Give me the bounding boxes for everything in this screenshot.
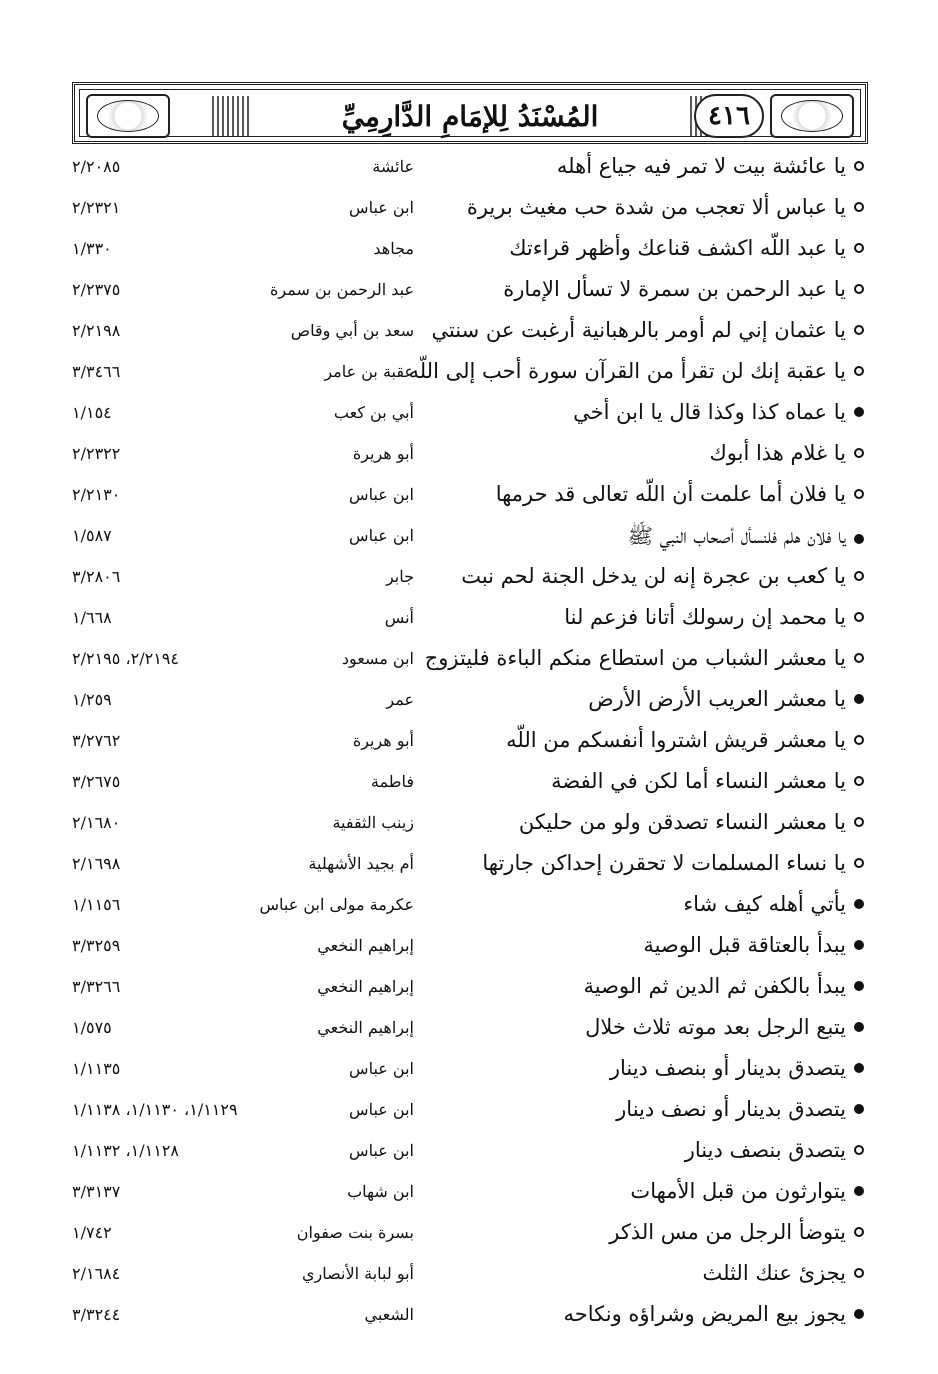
hadith-phrase [414,687,864,711]
filled-circle-icon [854,1309,864,1319]
left-border-ornament [212,96,250,136]
index-row [0,683,938,724]
index-row [0,1134,938,1175]
index-row [0,1093,938,1134]
hadith-phrase-text: يتبع الرجل بعد موته ثلاث خلال [585,1015,846,1039]
hadith-reference [72,1264,262,1283]
hadith-phrase [414,851,864,875]
narrator-name: أبو لبابة الأنصاري [302,1264,414,1283]
header-frame [79,89,861,137]
narrator-name: ابن مسعود [341,649,414,668]
narrator-name: إبراهيم النخعي [317,977,414,996]
open-circle-icon [854,858,864,868]
narrator-name: ابن عباس [349,526,414,545]
open-circle-icon [854,161,864,171]
index-row [0,478,938,519]
hadith-reference [72,813,262,832]
hadith-reference-text: ١/٦٦٨ [72,608,112,627]
hadith-reference-text: ٢/٢٠٨٥ [72,157,121,176]
hadith-phrase-text: يا عبد اللّه اكشف قناعك وأظهر قراءتك [509,236,846,260]
filled-circle-icon [854,694,864,704]
hadith-reference-text: ١/٧٤٢ [72,1223,112,1242]
hadith-reference-text: ٣/٣٢٥٩ [72,936,121,955]
index-row [0,1011,938,1052]
hadith-reference [72,321,262,340]
hadith-phrase [414,728,864,752]
hadith-reference [72,977,262,996]
narrator-name: ابن عباس [349,198,414,217]
hadith-reference-text: ١/١١٣٥ [72,1059,121,1078]
hadith-phrase-text: يا عثمان إني لم أومر بالرهبانية أرغبت عن سنتي [431,318,846,342]
narrator-name: بسرة بنت صفوان [296,1223,414,1242]
hadith-reference [72,772,262,791]
hadith-phrase [414,1220,864,1244]
index-row [0,355,938,396]
open-circle-icon [854,571,864,581]
hadith-phrase-text: يا فلان هلم فلنسأل أصحاب النبي ﷺ [627,524,846,548]
index-list [0,150,938,1339]
index-row [0,847,938,888]
narrator-name: عائشة [372,157,414,176]
hadith-reference-text: ٣/٢٨٠٦ [72,567,121,586]
open-circle-icon [854,735,864,745]
hadith-phrase-text: يا غلام هذا أبوك [709,441,846,465]
hadith-reference [72,526,262,545]
hadith-phrase [414,236,864,260]
hadith-phrase-text: يأتي أهله كيف شاء [683,892,846,916]
hadith-phrase-text: يا معشر الشباب من استطاع منكم الباءة فليتزوج [424,646,846,670]
hadith-phrase [414,769,864,793]
index-row [0,150,938,191]
hadith-phrase-text: يا عقبة إنك لن تقرأ من القرآن سورة أحب إلى اللّه [408,359,846,383]
filled-circle-icon [854,1022,864,1032]
hadith-phrase [414,1302,864,1326]
filled-circle-icon [854,1063,864,1073]
hadith-phrase [414,1138,864,1162]
narrator-name: ابن عباس [349,1059,414,1078]
book-title: المُسْنَدُ لِلإمَامِ الدَّارِمِيِّ [341,99,599,133]
open-circle-icon [854,366,864,376]
seal-icon [97,100,159,132]
hadith-reference [72,1305,262,1324]
hadith-phrase-text: يتوارثون من قبل الأمهات [630,1179,846,1203]
hadith-phrase-text: يا عبد الرحمن بن سمرة لا تسأل الإمارة [503,277,846,301]
open-circle-icon [854,817,864,827]
hadith-reference-text: ٢/٢٣٢١ [72,198,121,217]
open-circle-icon [854,612,864,622]
right-medallion-ornament [770,94,854,138]
hadith-reference [72,731,262,750]
index-row [0,1216,938,1257]
narrator-name: إبراهيم النخعي [317,936,414,955]
open-circle-icon [854,243,864,253]
hadith-phrase [414,441,864,465]
hadith-reference-text: ١/١١٢٨، ١/١١٣٢ [72,1141,179,1160]
open-circle-icon [854,1145,864,1155]
hadith-phrase-text: يا عباس ألا تعجب من شدة حب مغيث بريرة [466,195,846,219]
narrator-name: عقبة بن عامر [324,362,414,381]
hadith-phrase-text: يا فلان أما علمت أن اللّه تعالى قد حرمها [495,482,846,506]
narrator-name: أم بجيد الأشهلية [308,854,414,873]
hadith-phrase [414,195,864,219]
hadith-reference [72,362,262,381]
open-circle-icon [854,1268,864,1278]
index-row [0,1298,938,1339]
index-row [0,724,938,765]
index-row [0,191,938,232]
hadith-reference-text: ٢/١٦٨٤ [72,1264,121,1283]
narrator-name: جابر [385,567,414,586]
index-row [0,519,938,560]
hadith-reference [72,198,262,217]
hadith-phrase [414,482,864,506]
index-row [0,642,938,683]
index-row [0,273,938,314]
narrator-name: سعد بن أبي وقاص [290,321,414,340]
hadith-phrase [414,1261,864,1285]
hadith-phrase [414,318,864,342]
narrator-name: أنس [384,608,414,627]
hadith-reference [72,1141,262,1160]
hadith-reference-text: ٢/٢١٩٤، ٢/٢١٩٥ [72,649,179,668]
hadith-phrase-text: يا معشر النساء تصدقن ولو من حليكن [518,810,846,834]
filled-circle-icon [854,1104,864,1114]
hadith-phrase [414,523,864,554]
open-circle-icon [854,448,864,458]
hadith-reference [72,1018,262,1037]
hadith-reference-text: ٢/٢٣٧٥ [72,280,121,299]
hadith-phrase [414,892,864,916]
index-row [0,765,938,806]
index-row [0,601,938,642]
index-row [0,437,938,478]
filled-circle-icon [854,407,864,417]
hadith-phrase-text: يا عماه كذا وكذا قال يا ابن أخي [573,400,846,424]
hadith-phrase [414,564,864,588]
index-row [0,560,938,601]
hadith-phrase [414,646,864,670]
hadith-reference-text: ١/٥٨٧ [72,526,112,545]
index-row [0,314,938,355]
narrator-name: أبو هريرة [352,444,414,463]
hadith-reference [72,485,262,504]
narrator-name: أبو هريرة [352,731,414,750]
hadith-reference-text: ١/١١٢٩، ١/١١٣٠، ١/١١٣٨ [72,1100,238,1119]
hadith-phrase [414,933,864,957]
hadith-phrase-text: يا نساء المسلمات لا تحقرن إحداكن جارتها [482,851,846,875]
narrator-name: عكرمة مولى ابن عباس [259,895,414,914]
hadith-reference-text: ٢/٢١٣٠ [72,485,121,504]
hadith-reference [72,690,262,709]
hadith-reference [72,854,262,873]
hadith-phrase-text: يتوضأ الرجل من مس الذكر [609,1220,846,1244]
index-row [0,888,938,929]
hadith-reference [72,403,262,422]
hadith-reference [72,649,262,668]
hadith-phrase [414,1179,864,1203]
index-row [0,929,938,970]
hadith-reference [72,444,262,463]
page-number: ٤١٦ [694,94,764,138]
seal-icon [781,100,843,132]
hadith-reference [72,567,262,586]
hadith-phrase-text: يجزئ عنك الثلث [702,1261,846,1285]
filled-circle-icon [854,899,864,909]
hadith-reference-text: ١/٥٧٥ [72,1018,112,1037]
hadith-phrase [414,605,864,629]
hadith-reference [72,1182,262,1201]
hadith-reference [72,1100,262,1119]
hadith-reference-text: ٢/١٦٩٨ [72,854,121,873]
index-row [0,1175,938,1216]
narrator-name: ابن عباس [349,1100,414,1119]
hadith-reference-text: ١/١١٥٦ [72,895,121,914]
open-circle-icon [854,284,864,294]
hadith-phrase-text: يا معشر قريش اشتروا أنفسكم من اللّه [506,728,846,752]
hadith-reference-text: ٣/٣١٣٧ [72,1182,121,1201]
hadith-phrase [414,974,864,998]
hadith-reference [72,936,262,955]
narrator-name: ابن عباس [349,485,414,504]
narrator-name: الشعبي [364,1305,414,1324]
hadith-reference-text: ٣/٢٧٦٢ [72,731,121,750]
filled-circle-icon [854,534,864,544]
hadith-phrase [414,1056,864,1080]
hadith-reference-text: ٢/١٦٨٠ [72,813,121,832]
hadith-phrase [414,1097,864,1121]
filled-circle-icon [854,981,864,991]
left-medallion-ornament [86,94,170,138]
hadith-phrase-text: يتصدق بدينار أو نصف دينار [616,1097,846,1121]
hadith-phrase-text: يبدأ بالعتاقة قبل الوصية [643,933,846,957]
open-circle-icon [854,653,864,663]
index-row [0,1052,938,1093]
hadith-phrase-text: يتصدق بدينار أو بنصف دينار [609,1056,846,1080]
filled-circle-icon [854,1186,864,1196]
hadith-reference [72,895,262,914]
hadith-reference [72,280,262,299]
index-row [0,396,938,437]
hadith-phrase [414,154,864,178]
narrator-name: مجاهد [373,239,414,258]
open-circle-icon [854,325,864,335]
hadith-phrase-text: يا معشر العريب الأرض الأرض [588,687,846,711]
narrator-name: عمر [386,690,414,709]
hadith-phrase [408,359,864,383]
hadith-reference [72,1059,262,1078]
hadith-reference-text: ٢/٢١٩٨ [72,321,121,340]
hadith-reference-text: ٣/٣٢٤٤ [72,1305,121,1324]
narrator-name: أبي بن كعب [333,403,414,422]
narrator-name: ابن شهاب [347,1182,414,1201]
hadith-phrase [414,810,864,834]
hadith-reference-text: ٣/٣٤٦٦ [72,362,121,381]
hadith-phrase [414,400,864,424]
filled-circle-icon [854,940,864,950]
hadith-reference-text: ٢/٢٣٢٢ [72,444,121,463]
narrator-name: عبد الرحمن بن سمرة [270,280,414,299]
hadith-phrase [414,277,864,301]
hadith-reference [72,157,262,176]
hadith-phrase-text: يتصدق بنصف دينار [684,1138,846,1162]
index-row [0,806,938,847]
hadith-phrase-text: يجوز بيع المريض وشراؤه ونكاحه [563,1302,846,1326]
open-circle-icon [854,489,864,499]
narrator-name: إبراهيم النخعي [317,1018,414,1037]
hadith-phrase [414,1015,864,1039]
hadith-reference-text: ١/٣٣٠ [72,239,112,258]
hadith-phrase-text: يا كعب بن عجرة إنه لن يدخل الجنة لحم نبت [461,564,846,588]
open-circle-icon [854,776,864,786]
index-row [0,970,938,1011]
hadith-phrase-text: يا معشر النساء أما لكن في الفضة [551,769,846,793]
page-header [72,82,868,144]
narrator-name: فاطمة [370,772,414,791]
open-circle-icon [854,1227,864,1237]
hadith-phrase-text: يبدأ بالكفن ثم الدين ثم الوصية [583,974,846,998]
hadith-reference-text: ٣/٣٢٦٦ [72,977,121,996]
index-row [0,1257,938,1298]
hadith-phrase-text: يا عائشة بيت لا تمر فيه جياع أهله [556,154,846,178]
narrator-name: ابن عباس [349,1141,414,1160]
hadith-reference [72,608,262,627]
index-row [0,232,938,273]
hadith-reference-text: ٣/٢٦٧٥ [72,772,121,791]
hadith-reference [72,239,262,258]
hadith-reference-text: ١/٢٥٩ [72,690,112,709]
narrator-name: زينب الثقفية [332,813,414,832]
hadith-phrase-text: يا محمد إن رسولك أتانا فزعم لنا [564,605,846,629]
hadith-reference [72,1223,262,1242]
hadith-reference-text: ١/١٥٤ [72,403,112,422]
open-circle-icon [854,202,864,212]
